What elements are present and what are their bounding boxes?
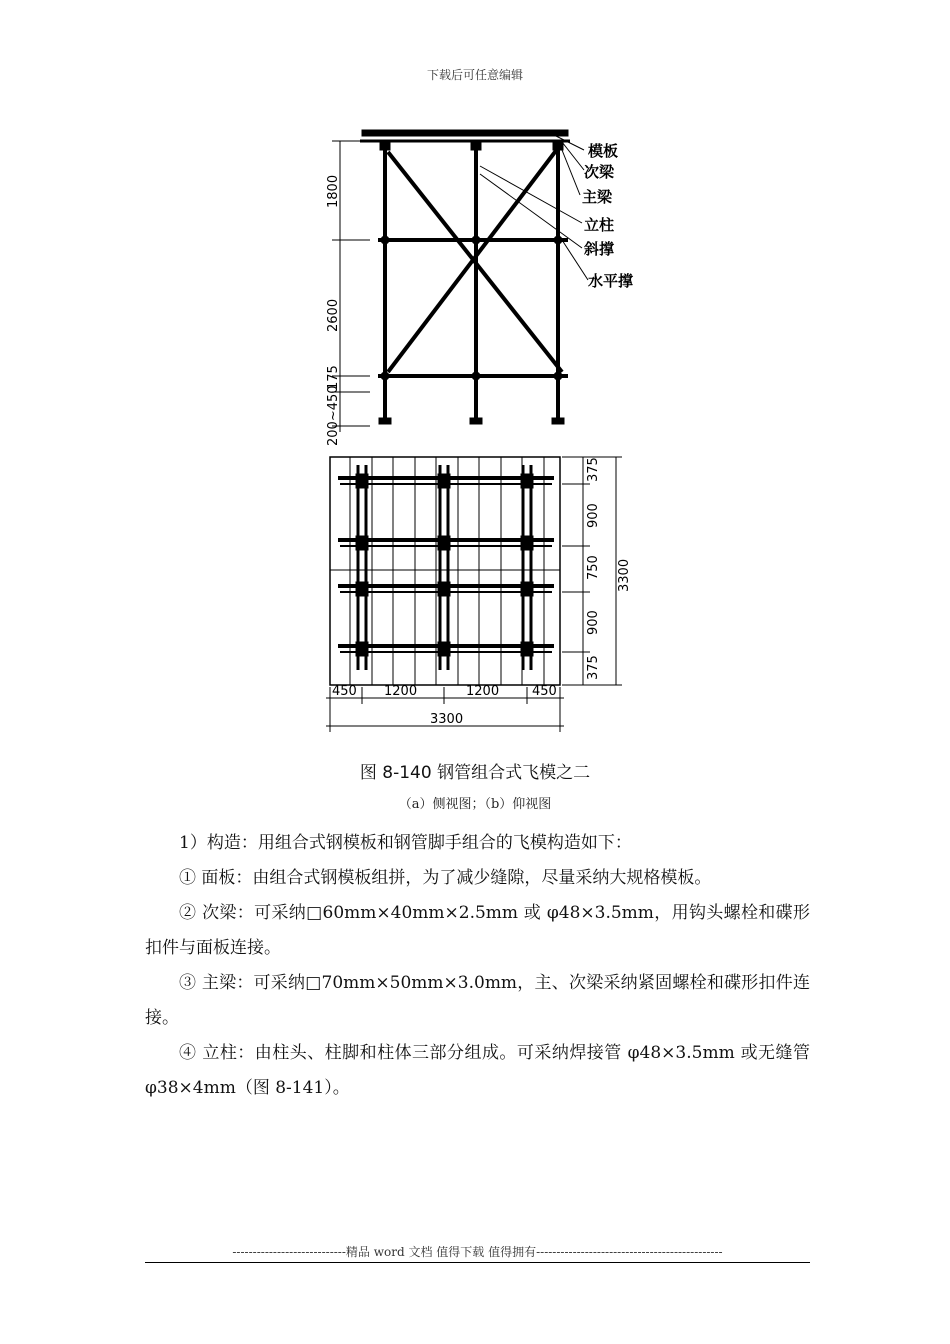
dim-total-width: 3300 — [430, 712, 464, 727]
label-formwork: 模板 — [588, 142, 619, 160]
paragraph-secondary-beam: ② 次梁：可采纳□60mm×40mm×2.5mm 或 φ48×3.5mm，用钩头螺栓和碟形扣件与面板连接。 — [145, 903, 810, 958]
dim-right-375-bottom: 375 — [586, 655, 601, 680]
footer-text: ----------------------------精品 word 文档 值得下载 值得拥有---------------------------------------------- — [232, 1245, 723, 1259]
dim-bottom-450-right: 450 — [532, 684, 557, 699]
label-column: 立柱 — [584, 216, 615, 234]
label-main-beam: 主梁 — [582, 188, 613, 206]
label-secondary-beam: 次梁 — [584, 163, 615, 181]
dim-1800: 1800 — [326, 174, 341, 208]
figure-caption: 图 8-140 钢管组合式飞模之二 — [359, 763, 591, 783]
figure-subcaption: （a）侧视图；（b）仰视图 — [398, 797, 552, 812]
formwork-figure — [300, 120, 660, 740]
dim-right-750: 750 — [586, 555, 601, 580]
label-diagonal-brace: 斜撑 — [584, 240, 615, 258]
dim-total-height: 3300 — [617, 558, 632, 592]
label-horizontal-brace: 水平撑 — [588, 272, 634, 290]
paragraph-column: ④ 立柱：由柱头、柱脚和柱体三部分组成。可采纳焊接管 φ48×3.5mm 或无缝管 φ38×4mm（图 8-141）。 — [145, 1043, 810, 1098]
dim-bottom-1200-right: 1200 — [466, 684, 500, 699]
header-note: 下载后可任意编辑 — [426, 68, 523, 82]
dim-right-900-upper: 900 — [586, 503, 601, 528]
dim-right-375-top: 375 — [586, 457, 601, 482]
paragraph-panel: ① 面板：由组合式钢模板组拼，为了减少缝隙，尽量采纳大规格模板。 — [179, 868, 712, 888]
side-view-drawing — [332, 130, 588, 432]
dim-right-900-lower: 900 — [586, 610, 601, 635]
paragraph-construction: 1）构造：用组合式钢模板和钢管脚手组合的飞模构造如下： — [179, 833, 632, 853]
footer-rule — [145, 1262, 810, 1263]
dim-bottom-450-left: 450 — [332, 684, 357, 699]
body-text — [145, 826, 810, 1106]
paragraph-main-beam: ③ 主梁：可采纳□70mm×50mm×3.0mm，主、次梁采纳紧固螺栓和碟形扣件连接。 — [145, 973, 810, 1028]
dim-2600: 2600 — [326, 298, 341, 332]
dim-bottom-1200-left: 1200 — [384, 684, 418, 699]
dim-200-450: 200~450 — [326, 385, 341, 446]
dim-175: 175 — [326, 365, 341, 390]
